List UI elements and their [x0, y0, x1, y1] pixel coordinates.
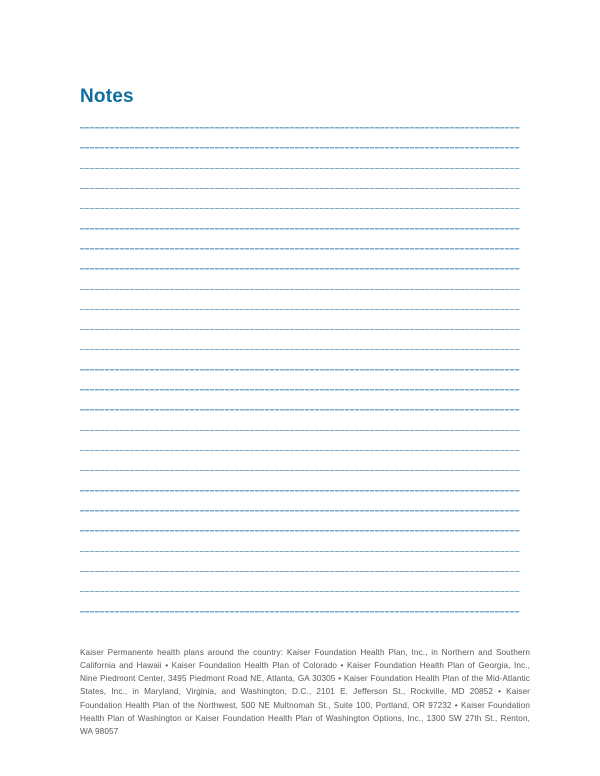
note-line	[80, 411, 520, 431]
page-title: Notes	[80, 85, 134, 107]
note-line	[80, 189, 520, 209]
footer-legal-text: Kaiser Permanente health plans around the country: Kaiser Foundation Health Plan, Inc., in Northern and Southern California and Hawaii • Kaiser Foundation Health Plan of Colorado • Kaiser Foundation Health Plan of Georgia, Inc., Nine Piedmont Center, 3495 Piedmont Road NE, Atlanta, GA 30305 • Kaiser Foundation Health Plan of the Mid-Atlantic States, Inc., in Maryland, Virginia, and Washington, D.C., 2101 E. Jefferson St., Rockville, MD 20852 • Kaiser Foundation Health Plan of the Northwest, 500 NE Multnomah St., Suite 100, Portland, OR 97232 • Kaiser Foundation Health Plan of Washington or Kaiser Foundation Health Plan of Washington Options, Inc., 1300 SW 27th St., Renton, WA 98057	[80, 648, 530, 736]
note-line	[80, 129, 520, 149]
note-line	[80, 149, 520, 169]
note-line	[80, 512, 520, 532]
note-line	[80, 330, 520, 350]
note-line	[80, 371, 520, 391]
note-line	[80, 250, 520, 270]
note-line	[80, 169, 520, 189]
note-line	[80, 572, 520, 592]
note-line	[80, 492, 520, 512]
note-line	[80, 209, 520, 229]
note-line	[80, 532, 520, 552]
note-line	[80, 592, 520, 612]
note-line	[80, 109, 520, 129]
note-line	[80, 552, 520, 572]
note-line	[80, 290, 520, 310]
note-line	[80, 391, 520, 411]
note-line	[80, 270, 520, 290]
note-line	[80, 350, 520, 370]
note-line	[80, 310, 520, 330]
note-line	[80, 451, 520, 471]
note-line	[80, 471, 520, 491]
note-line	[80, 230, 520, 250]
note-line	[80, 431, 520, 451]
note-lines	[80, 109, 520, 613]
